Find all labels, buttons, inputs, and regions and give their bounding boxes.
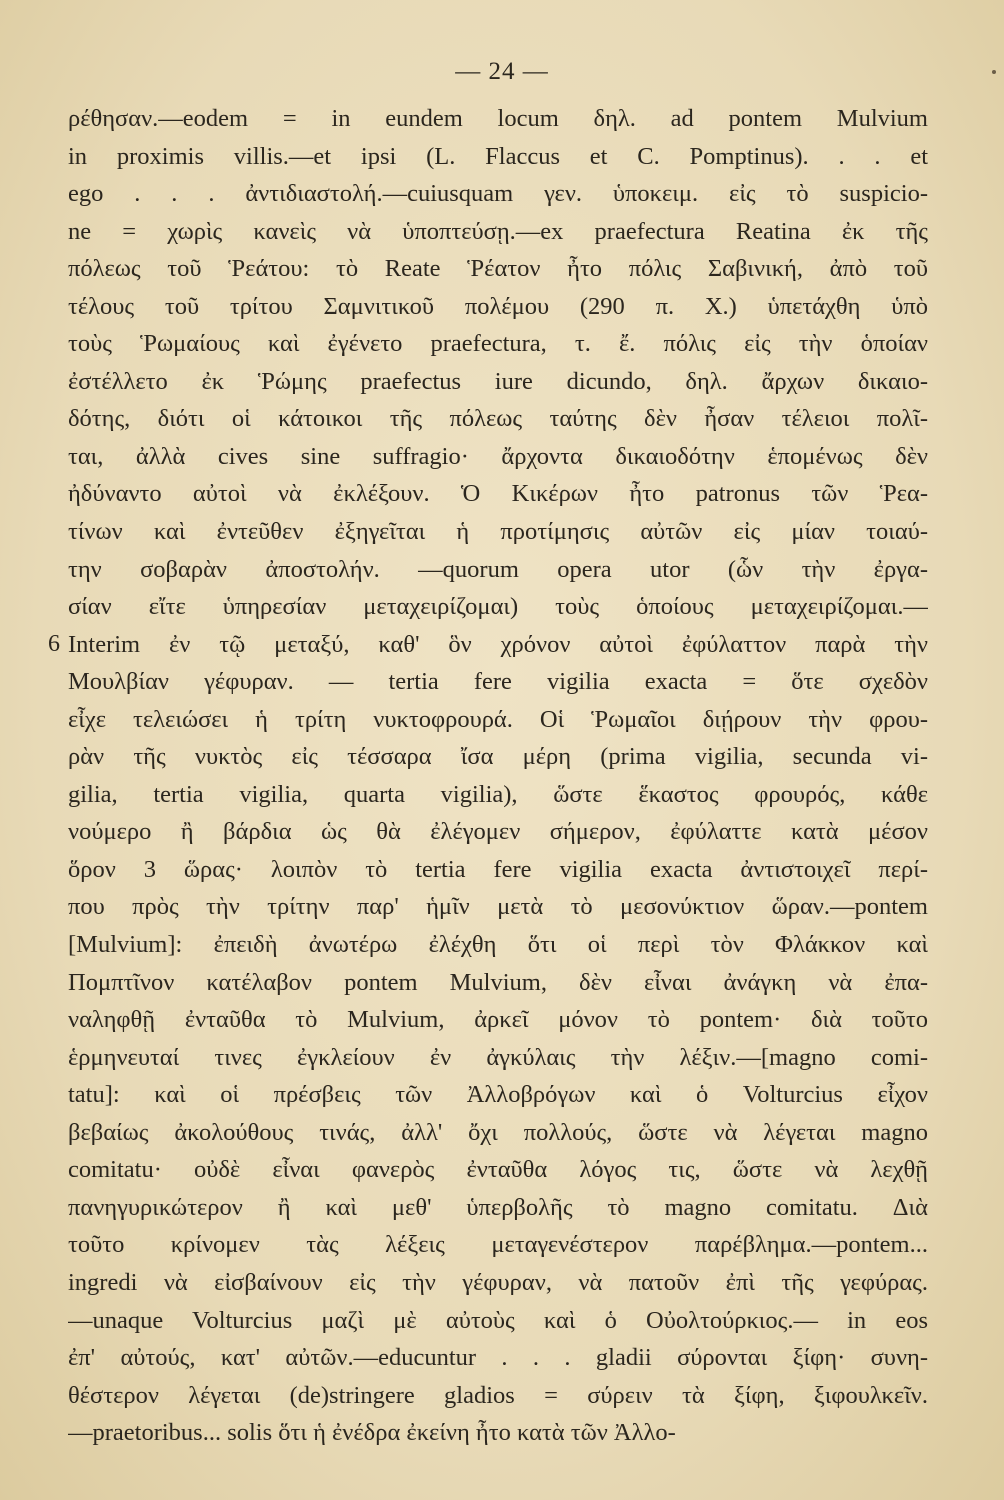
text-line: ρέθησαν.—eodem = in eundem locum δηλ. ad pontem Mulvium — [68, 105, 928, 132]
text-line: Πομπτῖνον κατέλαβον pontem Mulvium, δὲν εἶναι ἀνάγκη νὰ ἐπα- — [68, 968, 928, 996]
text-line: εἶχε τελειώσει ἡ τρίτη νυκτοφρουρά. Οἱ Ῥωμαῖοι διῄρουν τὴν φρου- — [68, 705, 928, 733]
text-line: ἑρμηνευταί τινες ἐγκλείουν ἐν ἀγκύλαις τὴν λέξιν.—[magno comi- — [68, 1043, 928, 1071]
text-line: σίαν εἴτε ὑπηρεσίαν μεταχειρίζομαι) τοὺς ὁποίους μεταχειρίζομαι.— — [68, 593, 928, 621]
text-line: ὅρον 3 ὥρας· λοιπὸν τὸ tertia fere vigilia exacta ἀντιστοιχεῖ περί- — [68, 855, 928, 883]
text-line: [Mulvium]: ἐπειδὴ ἀνωτέρω ἐλέχθη ὅτι οἱ περὶ τὸν Φλάκκον καὶ — [68, 931, 928, 959]
text-line: in proximis villis.—et ipsi (L. Flaccus et C. Pomptinus). . . et — [68, 142, 928, 170]
text-line: που πρὸς τὴν τρίτην παρ' ἡμῖν μετὰ τὸ μεσονύκτιον ὥραν.—pontem — [68, 893, 928, 921]
text-line: comitatu· οὐδὲ εἶναι φανερὸς ἐνταῦθα λόγος τις, ὥστε νὰ λεχθῇ — [68, 1156, 928, 1184]
text-line: ναληφθῇ ἐνταῦθα τὸ Mulvium, ἀρκεῖ μόνον τὸ pontem· διὰ τοῦτο — [68, 1006, 928, 1034]
text-line: ἠδύναντο αὐτοὶ νὰ ἐκλέξουν. Ὁ Κικέρων ἦτο patronus τῶν Ῥεα- — [68, 480, 928, 508]
text-line: —unaque Volturcius μαζὶ μὲ αὐτοὺς καὶ ὁ Οὐολτούρκιος.— in eos — [68, 1306, 928, 1334]
text-line: —praetoribus... solis ὅτι ἡ ἐνέδρα ἐκείνη ἦτο κατὰ τῶν Ἀλλο- — [68, 1419, 676, 1447]
edge-mark — [992, 70, 996, 74]
text-line: ται, ἀλλὰ cives sine suffragio· ἄρχοντα δικαιοδότην ἑπομένως δὲν — [68, 442, 928, 470]
text-line: ρὰν τῆς νυκτὸς εἰς τέσσαρα ἴσα μέρη (prima vigilia, secunda vi- — [68, 743, 928, 771]
text-line: τοὺς Ῥωμαίους καὶ ἐγένετο praefectura, τ. ἔ. πόλις εἰς τὴν ὁποίαν — [68, 330, 928, 358]
text-line: τέλους τοῦ τρίτου Σαμνιτικοῦ πολέμου (290 π. Χ.) ὑπετάχθη ὑπὸ — [68, 292, 928, 320]
text-line: τοῦτο κρίνομεν τὰς λέξεις μεταγενέστερον παρέβλημα.—pontem... — [68, 1231, 928, 1259]
text-line: ἐστέλλετο ἐκ Ῥώμης praefectus iure dicundo, δηλ. ἄρχων δικαιο- — [68, 367, 928, 395]
body-text — [48, 100, 928, 1452]
text-line: tatu]: καὶ οἱ πρέσβεις τῶν Ἀλλοβρόγων καὶ ὁ Volturcius εἶχον — [68, 1081, 928, 1109]
text-line: Μουλβίαν γέφυραν. — tertia fere vigilia exacta = ὅτε σχεδὸν — [68, 668, 928, 696]
text-line: πόλεως τοῦ Ῥεάτου: τὸ Reate Ῥέατον ἦτο πόλις Σαβινική, ἀπὸ τοῦ — [68, 255, 928, 283]
margin-section-number: 6 — [48, 630, 60, 657]
text-line: ingredi νὰ εἰσβαίνουν εἰς τὴν γέφυραν, νὰ πατοῦν ἐπὶ τῆς γεφύρας. — [68, 1268, 928, 1296]
text-line: βεβαίως ἀκολούθους τινάς, ἀλλ' ὄχι πολλούς, ὥστε νὰ λέγεται magno — [68, 1118, 928, 1146]
text-line: νούμερο ἢ βάρδια ὡς θὰ ἐλέγομεν σήμερον, ἐφύλαττε κατὰ μέσον — [68, 818, 928, 846]
page-number: — 24 — — [455, 58, 549, 85]
text-line: θέστερον λέγεται (de)stringere gladios = σύρειν τὰ ξίφη, ξιφουλκεῖν. — [68, 1381, 928, 1409]
text-line: δότης, διότι οἱ κάτοικοι τῆς πόλεως ταύτης δὲν ἦσαν τέλειοι πολῖ- — [68, 405, 928, 433]
numbered-line — [48, 626, 928, 664]
text-line: την σοβαρὰν ἀποστολήν. —quorum opera utor (ὧν τὴν ἐργα- — [68, 555, 928, 583]
text-line: τίνων καὶ ἐντεῦθεν ἐξηγεῖται ἡ προτίμησις αὐτῶν εἰς μίαν τοιαύ- — [68, 518, 928, 546]
text-line: πανηγυρικώτερον ἢ καὶ μεθ' ὑπερβολῆς τὸ magno comitatu. Διὰ — [68, 1193, 928, 1221]
text-line: Interim ἐν τῷ μεταξύ, καθ' ὃν χρόνον αὐτοὶ ἐφύλαττον παρὰ τὴν — [68, 630, 928, 658]
text-line: ἐπ' αὐτούς, κατ' αὐτῶν.—educuntur . . . gladii σύρονται ξίφη· συνη- — [68, 1344, 928, 1372]
text-line: ne = χωρὶς κανεὶς νὰ ὑποπτεύσῃ.—ex praefectura Reatina ἐκ τῆς — [68, 217, 928, 245]
text-line: gilia, tertia vigilia, quarta vigilia), ὥστε ἕκαστος φρουρός, κάθε — [68, 780, 928, 808]
text-line: ego . . . ἀντιδιαστολή.—cuiusquam γεν. ὑποκειμ. εἰς τὸ suspicio- — [68, 180, 928, 208]
